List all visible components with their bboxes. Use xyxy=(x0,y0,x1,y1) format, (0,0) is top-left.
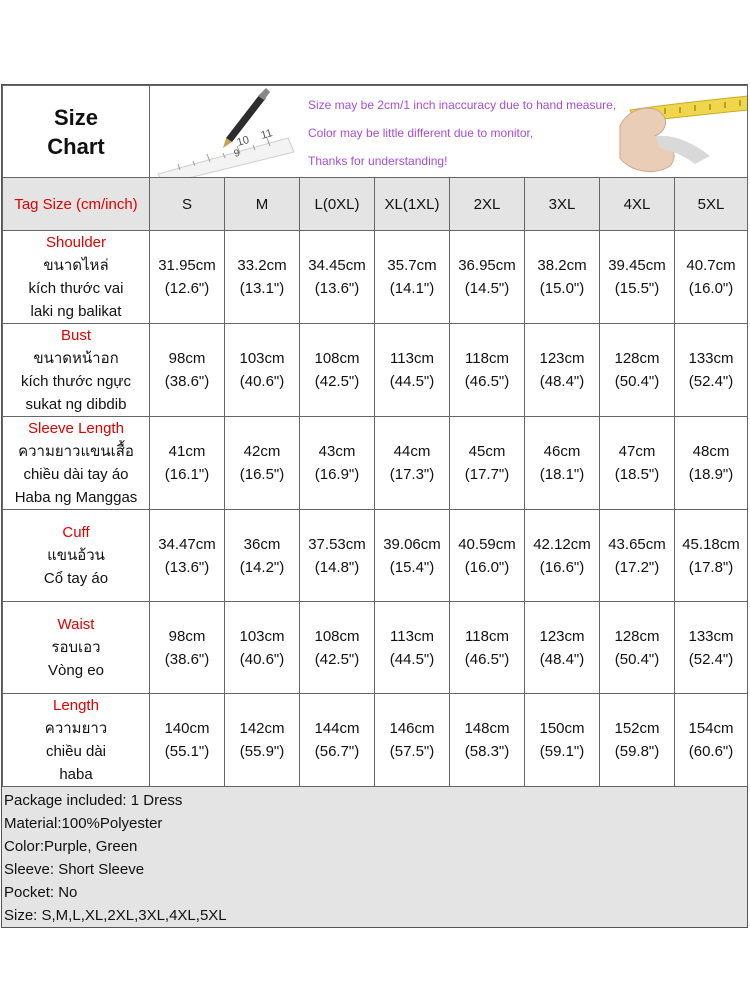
title-line-2: Chart xyxy=(47,133,105,159)
measurement-cell xyxy=(150,694,225,787)
ruler-tick-10: 10 xyxy=(235,133,251,149)
cm-value: 123cm xyxy=(539,627,585,645)
measurement-translation: haba xyxy=(59,766,93,783)
cm-value: 108cm xyxy=(314,627,360,645)
measurement-cell xyxy=(675,510,748,602)
measurement-cell xyxy=(375,324,450,417)
cm-value: 118cm xyxy=(465,350,509,367)
inch-value: (52.4") xyxy=(688,650,734,668)
inch-value: (59.8") xyxy=(614,743,660,760)
inch-value: (15.4") xyxy=(389,558,435,576)
measurement-row xyxy=(3,324,748,417)
measurement-cell xyxy=(300,324,375,417)
inch-value: (16.0") xyxy=(464,558,510,576)
cm-value: 34.47cm xyxy=(158,535,216,553)
size-header-7: 5XL xyxy=(675,178,748,231)
inch-value: (14.5") xyxy=(464,280,510,297)
cm-value: 118cm xyxy=(465,627,509,645)
inch-value: (17.2") xyxy=(614,558,660,576)
measurement-cell xyxy=(675,694,748,787)
info-color: Color:Purple, Green xyxy=(4,838,138,855)
measurement-translation: kích thước vai xyxy=(28,280,124,297)
size-header-2: L(0XL) xyxy=(300,178,375,231)
cm-value: 128cm xyxy=(614,627,660,645)
inch-value: (18.5") xyxy=(614,466,660,483)
cm-value: 38.2cm xyxy=(537,257,587,274)
measurement-cell xyxy=(375,231,450,324)
measurement-translation: Cổ tay áo xyxy=(43,570,109,587)
measurement-name: Bust xyxy=(60,327,91,344)
inch-value: (13.6") xyxy=(164,558,210,576)
measurement-name: Length xyxy=(53,697,99,714)
cm-value: 39.06cm xyxy=(383,535,441,553)
inch-value: (14.2") xyxy=(239,558,285,576)
measurement-cell xyxy=(525,510,600,602)
inch-value: (52.4") xyxy=(688,373,734,390)
measurement-translation: แขนอ้วน xyxy=(47,547,105,564)
cm-value: 43.65cm xyxy=(608,535,666,553)
measurement-cell xyxy=(450,324,525,417)
cm-value: 46cm xyxy=(543,443,581,460)
cm-value: 152cm xyxy=(614,720,660,737)
measurement-cell xyxy=(300,510,375,602)
measurement-cell xyxy=(600,324,675,417)
info-package: Package included: 1 Dress xyxy=(4,792,183,809)
measurement-translation: sukat ng dibdib xyxy=(25,396,127,413)
cm-value: 113cm xyxy=(390,627,434,645)
measurement-cell xyxy=(525,602,600,694)
measurement-translation: chiều dài tay áo xyxy=(23,466,129,483)
measurement-cell xyxy=(600,510,675,602)
note-hand-measure: Size may be 2cm/1 inch inaccuracy due to hand measure, xyxy=(308,98,617,112)
size-header-1: M xyxy=(225,178,300,231)
cm-value: 33.2cm xyxy=(237,257,287,274)
inch-value: (48.4") xyxy=(539,373,585,390)
inch-value: (16.5") xyxy=(239,466,285,483)
measurement-cell xyxy=(600,231,675,324)
inch-value: (50.4") xyxy=(614,373,660,390)
measurement-cell xyxy=(375,694,450,787)
measurement-cell xyxy=(675,417,748,510)
measurement-cell xyxy=(225,694,300,787)
measurement-cell xyxy=(600,694,675,787)
inch-value: (38.6") xyxy=(164,373,210,390)
measurement-name: Waist xyxy=(57,616,95,633)
cm-value: 41cm xyxy=(168,443,206,460)
inch-value: (17.8") xyxy=(688,558,734,576)
inch-value: (17.7") xyxy=(464,466,510,483)
cm-value: 150cm xyxy=(539,720,585,737)
measurement-cell xyxy=(150,324,225,417)
measurement-cell xyxy=(675,602,748,694)
measurement-translation: ความยาว xyxy=(44,720,108,737)
cm-value: 123cm xyxy=(539,350,585,367)
size-chart-sheet xyxy=(1,84,748,928)
inch-value: (16.1") xyxy=(164,466,210,483)
measurement-cell xyxy=(525,324,600,417)
inch-value: (59.1") xyxy=(539,743,585,760)
inch-value: (13.6") xyxy=(314,280,360,297)
ruler-tick-9: 9 xyxy=(232,147,242,160)
title-line-1: Size xyxy=(53,104,99,130)
ruler-tick-11: 11 xyxy=(259,127,274,142)
size-header-0: S xyxy=(150,178,225,231)
size-chart-table xyxy=(2,85,748,787)
cm-value: 108cm xyxy=(314,350,360,367)
measurement-cell xyxy=(375,510,450,602)
measurement-cell xyxy=(450,602,525,694)
cm-value: 98cm xyxy=(168,350,206,367)
inch-value: (42.5") xyxy=(314,650,360,668)
info-size: Size: S,M,L,XL,2XL,3XL,4XL,5XL xyxy=(4,907,227,924)
measurement-cell xyxy=(225,417,300,510)
measurement-banner xyxy=(150,86,748,178)
measurement-row xyxy=(3,602,748,694)
cm-value: 39.45cm xyxy=(608,257,666,274)
size-chart-title xyxy=(3,86,150,178)
tag-size-label: Tag Size (cm/inch) xyxy=(3,178,150,231)
cm-value: 42cm xyxy=(243,443,281,460)
inch-value: (16.6") xyxy=(539,558,585,576)
measurement-cell xyxy=(525,694,600,787)
inch-value: (18.9") xyxy=(688,466,734,483)
measurement-row xyxy=(3,417,748,510)
measurement-row xyxy=(3,231,748,324)
inch-value: (46.5") xyxy=(464,373,510,390)
cm-value: 103cm xyxy=(239,627,285,645)
measurement-label xyxy=(3,324,150,417)
cm-value: 113cm xyxy=(390,350,434,367)
note-color-difference: Color may be little different due to monitor, xyxy=(308,126,534,140)
measurement-label xyxy=(3,602,150,694)
inch-value: (38.6") xyxy=(164,650,210,668)
measurement-cell xyxy=(150,417,225,510)
cm-value: 42.12cm xyxy=(533,535,591,553)
product-info-box xyxy=(2,787,747,927)
measurement-cell xyxy=(225,510,300,602)
inch-value: (44.5") xyxy=(389,373,435,390)
inch-value: (40.6") xyxy=(239,650,285,668)
cm-value: 133cm xyxy=(688,350,734,367)
measurement-cell xyxy=(375,602,450,694)
measurement-translation: ความยาวแขนเสื้อ xyxy=(18,443,134,460)
inch-value: (15.0") xyxy=(539,280,585,297)
inch-value: (40.6") xyxy=(239,373,285,390)
inch-value: (57.5") xyxy=(389,743,435,760)
size-header-3: XL(1XL) xyxy=(375,178,450,231)
measurement-cell xyxy=(450,231,525,324)
measurement-row xyxy=(3,510,748,602)
measurement-translation: Vòng eo xyxy=(48,662,104,679)
inch-value: (14.1") xyxy=(389,280,435,297)
measurement-cell xyxy=(450,417,525,510)
measurement-translation: รอบเอว xyxy=(51,639,101,656)
cm-value: 146cm xyxy=(389,720,435,737)
measurement-cell xyxy=(525,417,600,510)
info-sleeve: Sleeve: Short Sleeve xyxy=(4,861,145,878)
measurement-name: Cuff xyxy=(62,524,90,541)
cm-value: 48cm xyxy=(692,443,730,460)
info-pocket: Pocket: No xyxy=(4,884,78,901)
inch-value: (55.9") xyxy=(239,743,285,760)
size-header-6: 4XL xyxy=(600,178,675,231)
cm-value: 31.95cm xyxy=(158,257,216,274)
cm-value: 133cm xyxy=(688,627,734,645)
cm-value: 140cm xyxy=(164,720,210,737)
cm-value: 40.59cm xyxy=(458,535,516,553)
cm-value: 103cm xyxy=(239,350,285,367)
inch-value: (60.6") xyxy=(688,743,734,760)
inch-value: (16.0") xyxy=(688,280,734,297)
measurement-label xyxy=(3,694,150,787)
inch-value: (56.7") xyxy=(314,743,360,760)
inch-value: (18.1") xyxy=(539,466,585,483)
inch-value: (58.3") xyxy=(464,743,510,760)
hand-with-tape-graphic xyxy=(620,96,748,172)
inch-value: (12.6") xyxy=(164,280,210,297)
measurement-cell xyxy=(225,231,300,324)
cm-value: 154cm xyxy=(688,720,734,737)
cm-value: 45.18cm xyxy=(682,535,740,553)
measurement-translation: chiều dài xyxy=(45,743,107,760)
cm-value: 34.45cm xyxy=(308,257,366,274)
measurement-cell xyxy=(600,602,675,694)
tape-measure-graphic xyxy=(158,88,294,177)
measurement-translation: laki ng balikat xyxy=(30,303,122,320)
measurement-cell xyxy=(450,694,525,787)
measurement-translation: Haba ng Manggas xyxy=(14,489,138,506)
measurement-cell xyxy=(150,231,225,324)
inch-value: (55.1") xyxy=(164,743,210,760)
measurement-cell xyxy=(675,324,748,417)
measurement-cell xyxy=(300,417,375,510)
size-header-5: 3XL xyxy=(525,178,600,231)
measurement-label xyxy=(3,231,150,324)
measurement-label xyxy=(3,510,150,602)
inch-value: (15.5") xyxy=(614,280,660,297)
measurement-translation: ขนาดไหล่ xyxy=(43,257,109,274)
inch-value: (42.5") xyxy=(314,373,360,390)
measurement-cell xyxy=(300,602,375,694)
size-header-4: 2XL xyxy=(450,178,525,231)
measurement-cell xyxy=(150,602,225,694)
inch-value: (48.4") xyxy=(539,650,585,668)
cm-value: 47cm xyxy=(618,443,656,460)
inch-value: (14.8") xyxy=(314,558,360,576)
info-material: Material:100%Polyester xyxy=(4,815,163,832)
cm-value: 98cm xyxy=(168,627,206,645)
cm-value: 37.53cm xyxy=(308,535,366,553)
cm-value: 40.7cm xyxy=(686,257,736,274)
measurement-translation: kích thước ngực xyxy=(21,373,131,390)
inch-value: (16.9") xyxy=(314,466,360,483)
cm-value: 144cm xyxy=(314,720,360,737)
measurement-cell xyxy=(225,602,300,694)
measurement-cell xyxy=(300,694,375,787)
measurement-translation: ขนาดหน้าอก xyxy=(33,350,119,367)
measurement-cell xyxy=(300,231,375,324)
measurement-cell xyxy=(600,417,675,510)
measurement-name: Shoulder xyxy=(45,234,107,251)
measurement-cell xyxy=(150,510,225,602)
measurement-cell xyxy=(450,510,525,602)
measurement-cell xyxy=(675,231,748,324)
measurement-name: Sleeve Length xyxy=(28,420,124,437)
measurement-cell xyxy=(225,324,300,417)
cm-value: 36.95cm xyxy=(458,257,516,274)
measurement-cell xyxy=(375,417,450,510)
cm-value: 148cm xyxy=(464,720,510,737)
inch-value: (13.1") xyxy=(239,280,285,297)
measurement-label xyxy=(3,417,150,510)
inch-value: (46.5") xyxy=(464,650,510,668)
cm-value: 128cm xyxy=(614,350,660,367)
measurement-cell xyxy=(525,231,600,324)
cm-value: 45cm xyxy=(468,443,506,460)
cm-value: 44cm xyxy=(393,443,431,460)
cm-value: 36cm xyxy=(243,535,281,553)
note-thanks: Thanks for understanding! xyxy=(308,154,448,168)
inch-value: (44.5") xyxy=(389,650,435,668)
inch-value: (17.3") xyxy=(389,466,435,483)
cm-value: 43cm xyxy=(318,443,356,460)
measurement-row xyxy=(3,694,748,787)
cm-value: 35.7cm xyxy=(387,257,437,274)
cm-value: 142cm xyxy=(239,720,285,737)
inch-value: (50.4") xyxy=(614,650,660,668)
